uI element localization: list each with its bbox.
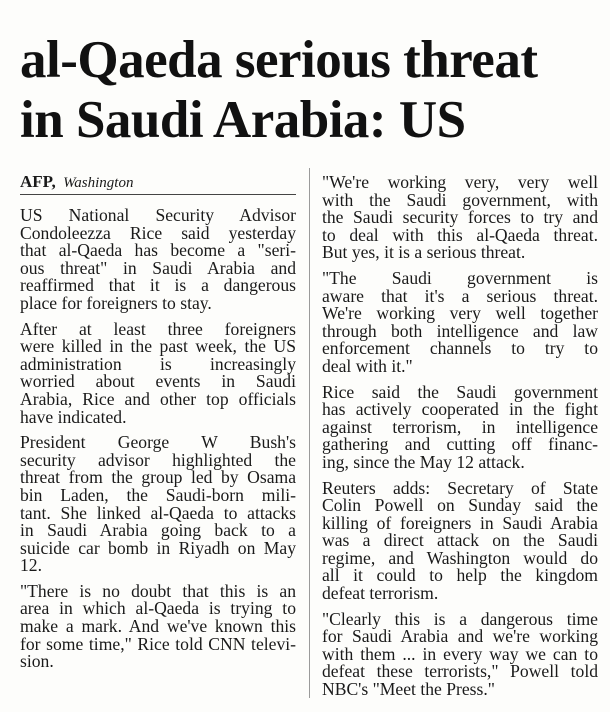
article-line: to deal with this al-Qaeda threat. [322,224,598,245]
article-line: all it could to help the kingdom [322,565,598,586]
article-line: through both intelligence and law [322,320,598,341]
left-column [20,168,296,679]
article-line: gathering and cutting off financ- [322,434,598,455]
article-paragraph [322,381,598,472]
article-line: reaffirmed that it is a dangerous [20,275,296,296]
headline-line-1: al-Qaeda serious threat [20,31,538,89]
article-line: Reuters adds: Secretary of State [322,477,598,498]
article-line: 12. [20,555,42,576]
headline [20,30,600,150]
article-line: regime, and Washington would do [322,547,598,568]
article-line: killing of foreigners in Saudi Arabia [322,512,598,533]
right-column [322,174,598,707]
article-line: make a mark. And we've known this [20,616,296,637]
article-line: enforcement channels to try to [322,338,598,359]
article-paragraph [20,318,296,427]
article-line: aware that it's a serious threat. [322,285,598,306]
article-line: President George W Bush's [20,432,296,453]
article-line: worried about events in Saudi [20,371,296,392]
article-line: security advisor highlighted the [20,449,296,470]
article-line: was a direct attack on the Saudi [322,530,598,551]
article-line: were killed in the past week, the US [20,336,296,357]
article-line: defeat terrorism. [322,583,439,604]
article-line: for Saudi Arabia and we're working [322,626,598,647]
article-line: with them ... in every way we can to [322,643,598,664]
article-line: US National Security Advisor [20,205,296,225]
article-line: Condoleezza Rice said yesterday [20,222,296,243]
article-line: suicide car bomb in Riyadh on May [20,537,296,558]
column-divider [309,168,310,698]
article-paragraph [322,267,598,376]
article-line: Rice said the Saudi government [322,381,598,402]
article-line: "There is no doubt that this is an [20,580,296,601]
article-line: bin Laden, the Saudi-born mili- [20,484,296,505]
article-line: threat from the group led by Osama [20,467,296,488]
article-paragraph [20,207,296,313]
article-line: Colin Powell on Sunday said the [322,495,598,516]
article-line: Arabia, Rice and other top officials [20,388,296,409]
article-paragraph [20,580,296,672]
article-paragraph [322,174,598,262]
article-line: After at least three foreigners [20,318,296,339]
article-line: defeat these terrorists," Powell told [322,661,598,682]
article-line: that al-Qaeda has become a "seri- [20,240,296,261]
article-line: ing, since the May 12 attack. [322,451,525,472]
article-line: tant. She linked al-Qaeda to attacks [20,502,296,523]
article-line: ous threat" in Saudi Arabia and [20,257,296,278]
article-line: for some time," Rice told CNN televi- [20,633,296,654]
article-line: with the Saudi government, with [322,189,598,210]
article-line: We're working very well together [322,303,598,324]
article-line: area in which al-Qaeda is trying to [20,598,296,619]
article-line: has actively cooperated in the fight [322,399,598,420]
article-line: against terrorism, in intelligence [322,416,598,437]
article-line: "The Saudi government is [322,267,598,288]
article-paragraph [322,477,598,604]
article-line: have indicated. [20,406,127,427]
article-line: NBC's "Meet the Press." [322,679,495,700]
article-line: in Saudi Arabia going back to a [20,520,296,541]
byline [20,168,296,195]
article-line: But yes, it is a serious threat. [322,242,526,263]
article-line: "We're working very, very well [322,172,598,192]
byline-dateline: Washington [63,175,134,191]
byline-agency: AFP, [20,172,56,191]
article-paragraph [322,608,598,700]
headline-line-2: in Saudi Arabia: US [20,91,466,149]
article-line: "Clearly this is a dangerous time [322,608,598,629]
article-line: deal with it." [322,355,413,376]
article-paragraph [20,434,296,575]
article-line: place for foreigners to stay. [20,292,212,313]
article-line: the Saudi security forces to try and [322,207,598,228]
article-line: sion. [20,651,54,672]
article-line: administration is increasingly [20,353,296,374]
